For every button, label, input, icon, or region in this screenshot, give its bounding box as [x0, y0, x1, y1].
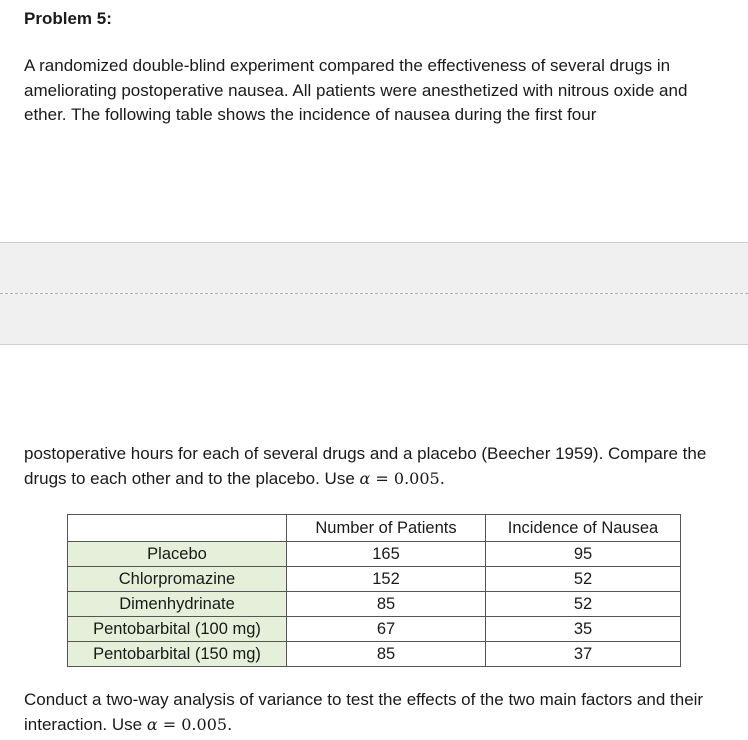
alpha-expression [360, 469, 445, 488]
nausea-count: 37 [486, 642, 681, 667]
table-header-row [68, 515, 681, 542]
patients-count: 165 [287, 542, 486, 567]
anova-paragraph [24, 688, 730, 737]
anova-text: Conduct a two-way analysis of variance to test the effects of the two main factors and their interaction. Use [24, 690, 704, 734]
table-row [68, 642, 681, 667]
alpha-value: 0.005 [181, 714, 228, 734]
page-break-band-top [0, 242, 748, 293]
nausea-table [67, 514, 681, 667]
drug-name: Placebo [68, 542, 287, 567]
table-row [68, 617, 681, 642]
alpha-equals: = [370, 468, 394, 488]
alpha-symbol: α [359, 468, 371, 488]
drug-name: Chlorpromazine [68, 567, 287, 592]
header-nausea: Incidence of Nausea [486, 515, 681, 542]
table-row [68, 592, 681, 617]
patients-count: 85 [287, 642, 486, 667]
alpha-expression [147, 715, 232, 734]
intro-paragraph: A randomized double-blind experiment compared the effectiveness of several drugs in ameliorating postoperative nausea. All patients were anesthetized with nitrous oxide and ether. The following table shows the incidence of nausea during the first four [24, 56, 688, 124]
patients-count: 152 [287, 567, 486, 592]
instruction-text: postoperative hours for each of several drugs and a placebo (Beecher 1959). Compare the drugs to each other and to the placebo. Use [24, 444, 707, 488]
nausea-count: 52 [486, 592, 681, 617]
instruction-paragraph [24, 442, 730, 491]
page-break-band-bottom [0, 294, 748, 345]
table-row [68, 567, 681, 592]
nausea-count: 52 [486, 567, 681, 592]
alpha-symbol: α [146, 714, 158, 734]
alpha-value: 0.005 [393, 468, 440, 488]
drug-name: Pentobarbital (100 mg) [68, 617, 287, 642]
alpha-period: . [439, 468, 445, 488]
header-blank [68, 515, 287, 542]
alpha-equals: = [157, 714, 182, 734]
table-row [68, 542, 681, 567]
drug-name: Dimenhydrinate [68, 592, 287, 617]
drug-name: Pentobarbital (150 mg) [68, 642, 287, 667]
problem-title: Problem 5: [24, 9, 112, 28]
patients-count: 67 [287, 617, 486, 642]
patients-count: 85 [287, 592, 486, 617]
header-patients: Number of Patients [287, 515, 486, 542]
alpha-period: . [227, 714, 233, 734]
nausea-count: 35 [486, 617, 681, 642]
nausea-count: 95 [486, 542, 681, 567]
